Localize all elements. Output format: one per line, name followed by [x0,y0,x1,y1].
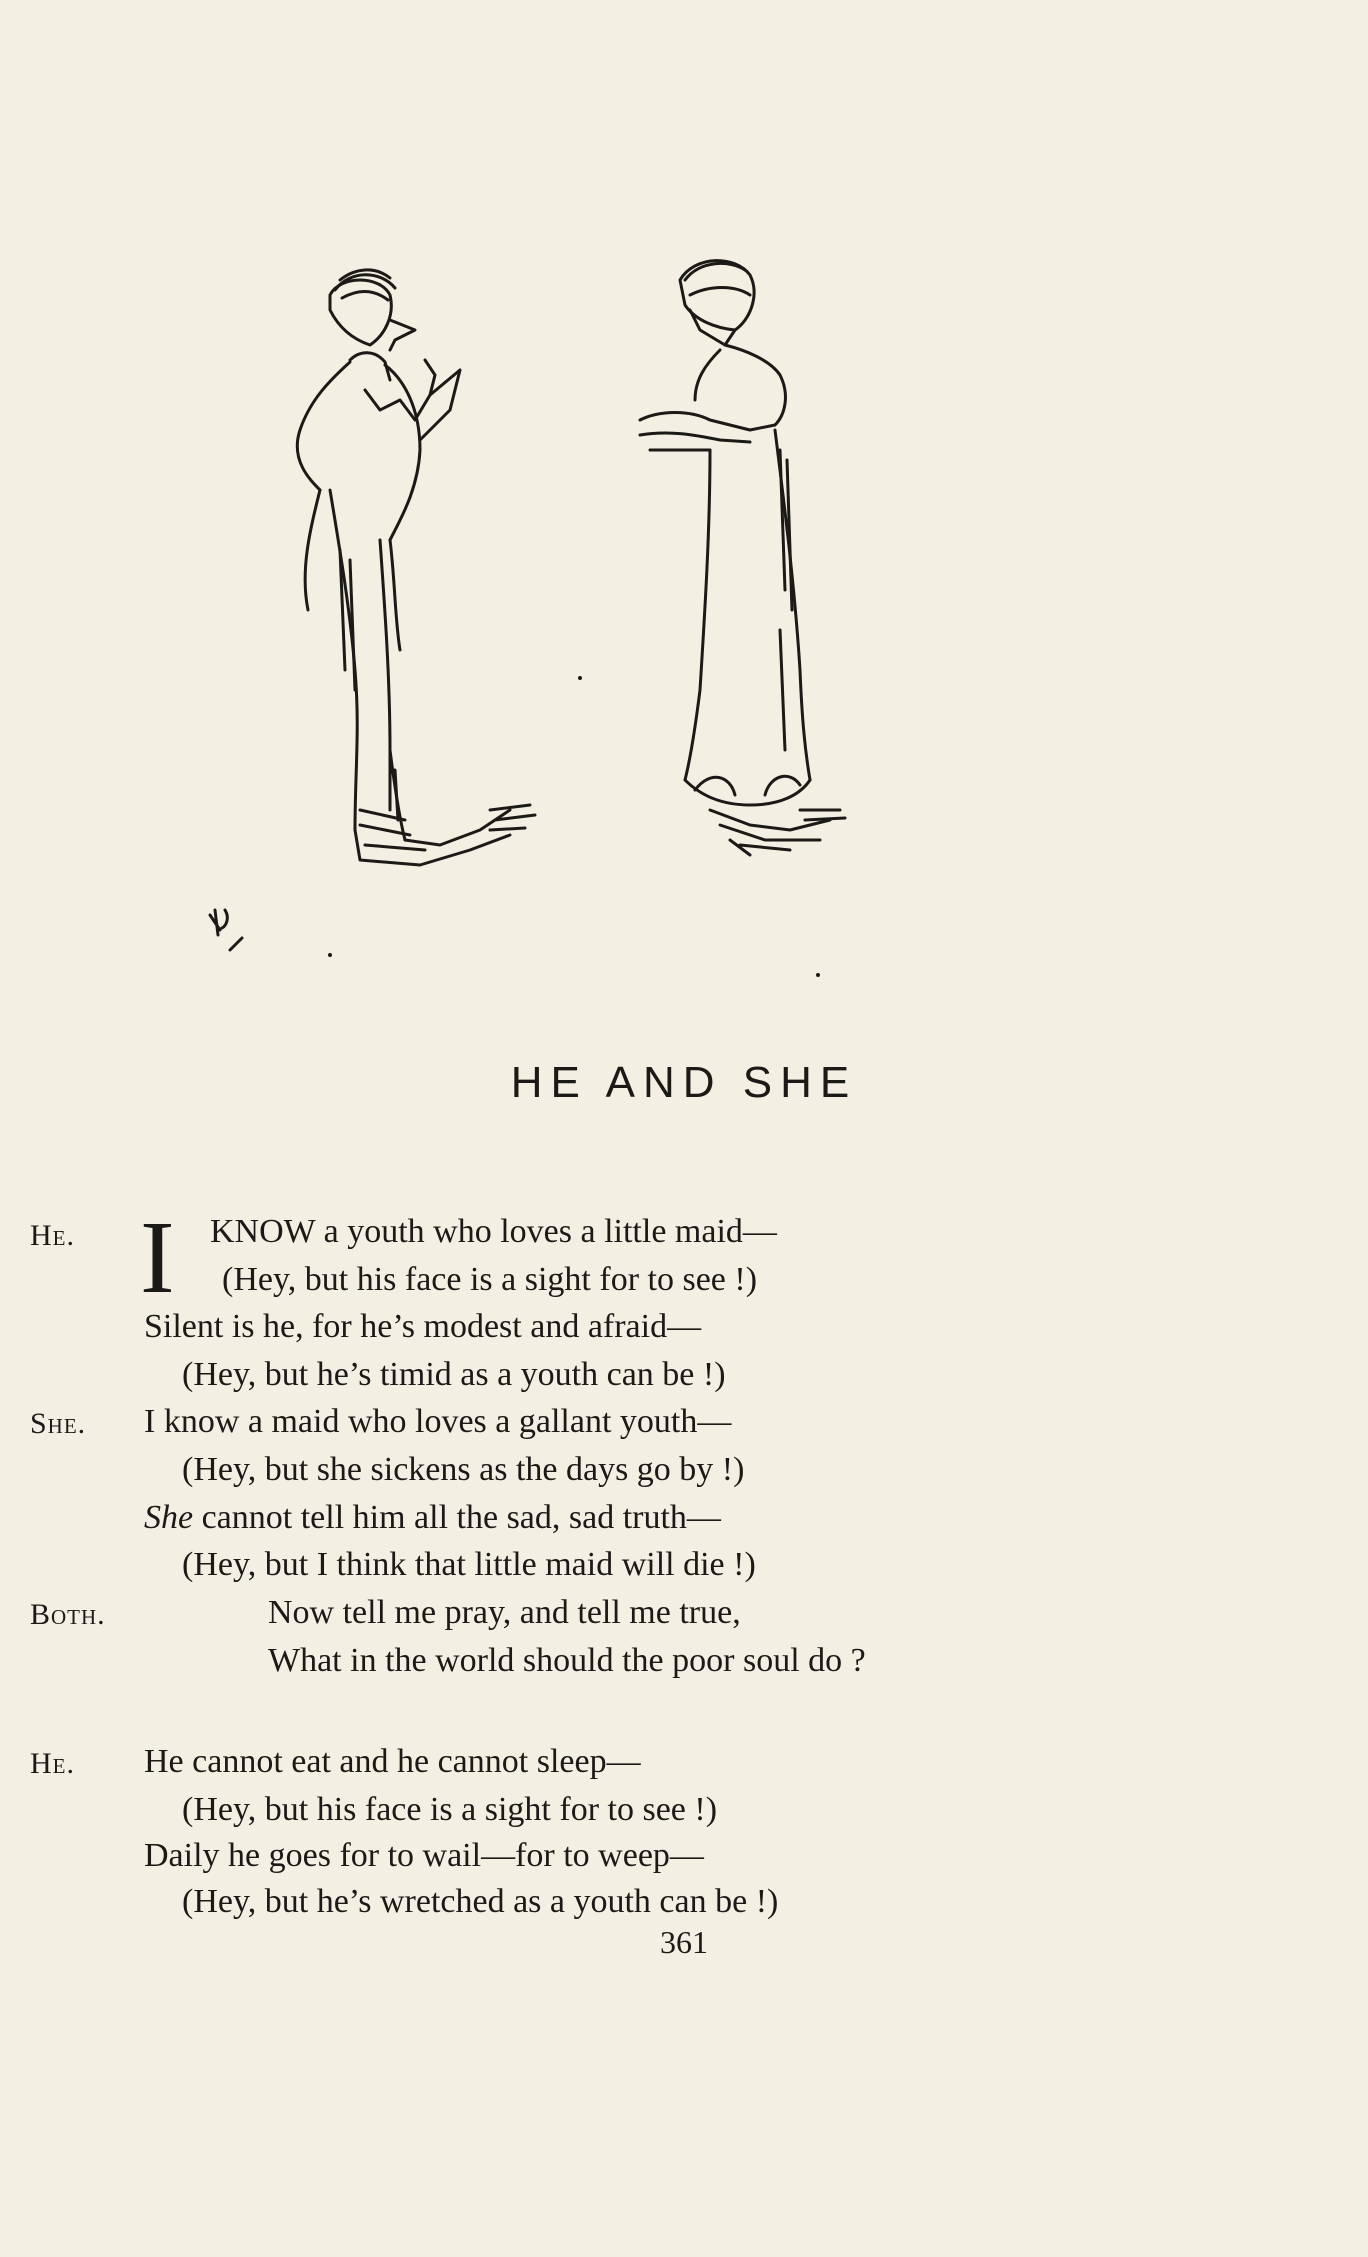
poem-line: (Hey, but I think that little maid will die !) [182,1546,756,1583]
poem-line: KNOW a youth who loves a little maid— [210,1213,777,1250]
drop-cap: I [140,1200,175,1315]
poem-line: (Hey, but his face is a sight for to see !) [222,1261,758,1298]
poem-title: HE AND SHE [510,1058,858,1107]
poem-line: Now tell me pray, and tell me true, [268,1594,741,1631]
italic-word: She [144,1499,194,1536]
poem-line: (Hey, but he’s timid as a youth can be !) [182,1356,726,1393]
poem-line: Silent is he, for he’s modest and afraid— [144,1308,702,1345]
artist-monogram-icon [210,910,242,950]
poem-line [144,1498,721,1538]
poem-line: What in the world should the poor soul do ? [268,1642,866,1679]
speaker-she: She. [30,1407,87,1440]
he-figure [297,270,535,865]
poem-line: (Hey, but his face is a sight for to see !) [182,1791,718,1828]
she-figure [640,261,845,855]
poem-line: He cannot eat and he cannot sleep— [144,1743,641,1780]
speaker-he: He. [30,1219,75,1252]
poem-line: Daily he goes for to wail—for to weep— [144,1837,704,1874]
illustration-he-and-she [190,250,990,1010]
speaker-both: Both. [30,1598,106,1631]
speaker-he: He. [30,1747,75,1780]
page-number: 361 [660,1924,708,1960]
poem-line: (Hey, but she sickens as the days go by !) [182,1451,745,1488]
poem-line: I know a maid who loves a gallant youth— [144,1403,732,1440]
poem-line: (Hey, but he’s wretched as a youth can be !) [182,1883,779,1920]
poem-line-rest: cannot tell him all the sad, sad truth— [193,1499,721,1536]
